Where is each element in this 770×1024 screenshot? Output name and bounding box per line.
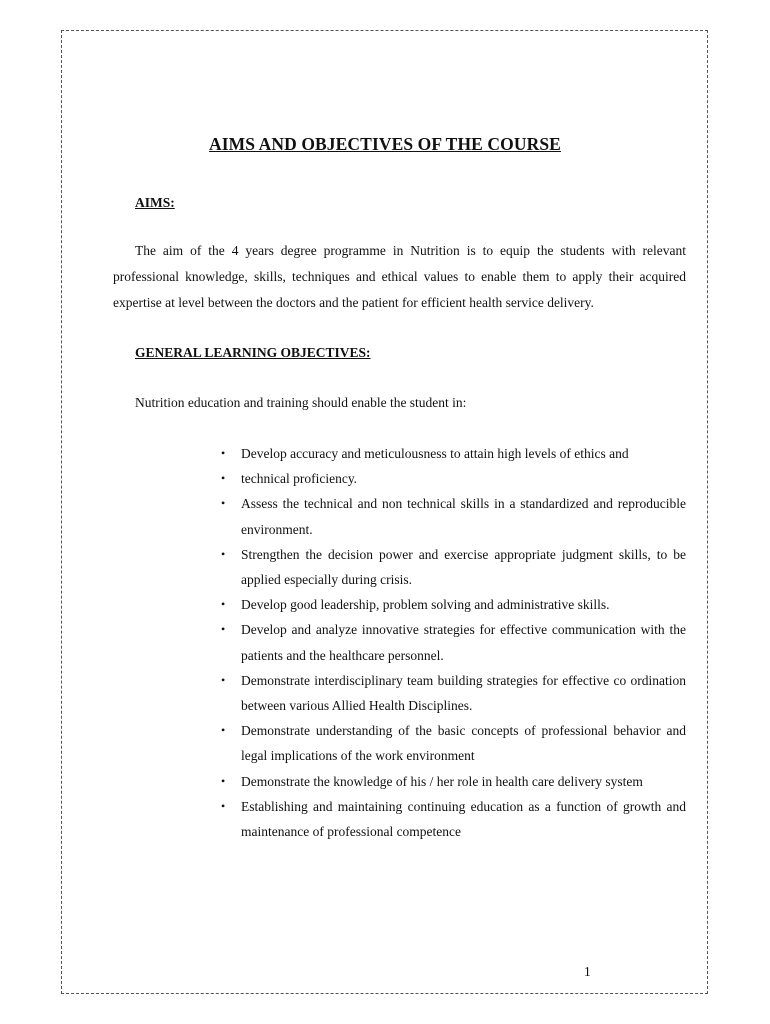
list-item [221,441,686,466]
bullet-icon: • [221,672,226,687]
objectives-intro: Nutrition education and training should enable the student in: [135,395,467,410]
bullet-icon: • [221,546,226,561]
list-item-text: technical proficiency. [241,471,358,487]
list-item-text: Establishing and maintaining continuing education as a function of growth and maintenance of professional competence [241,798,686,840]
list-item [221,491,686,541]
list-item [221,769,686,794]
list-item-text: Develop good leadership, problem solving and administrative skills. [241,597,610,613]
bullet-icon: • [221,597,226,612]
list-item [221,542,686,592]
list-item-text: Strengthen the decision power and exercise appropriate judgment skills, to be applied especially during crisis. [241,546,686,588]
list-item [221,794,686,844]
list-item [221,718,686,768]
bullet-icon: • [221,798,226,813]
bullet-icon: • [221,773,226,788]
bullet-icon: • [221,471,226,486]
aims-heading: AIMS: [135,195,175,210]
page-title: AIMS AND OBJECTIVES OF THE COURSE [209,134,561,154]
bullet-icon: • [221,446,226,460]
bullet-icon: • [221,496,226,511]
list-item-text: Demonstrate the knowledge of his / her role in health care delivery system [241,773,643,789]
list-item-text: Demonstrate understanding of the basic concepts of professional behavior and legal implications of the work environment [241,723,686,764]
list-item [221,592,686,617]
bullet-icon: • [221,723,226,738]
bullet-icon: • [221,622,226,637]
list-item-text: Develop accuracy and meticulousness to attain high levels of ethics and [241,446,629,461]
page-number: 1 [584,964,591,979]
list-item-text: Assess the technical and non technical skills in a standardized and reproducible environment. [241,496,686,537]
aims-paragraph: The aim of the 4 years degree programme in Nutrition is to equip the students with relevant professional knowledge, skills, techniques and ethical values to enable them to apply their acquired expertise at level between the doctors and the patient for efficient health service delivery. [113,243,686,310]
objectives-heading: GENERAL LEARNING OBJECTIVES: [135,345,371,360]
list-item-text: Demonstrate interdisciplinary team building strategies for effective co ordination between various Allied Health Disciplines. [241,672,686,714]
list-item [221,617,686,667]
list-item [221,466,686,491]
objectives-list [221,441,686,844]
list-item [221,668,686,718]
list-item-text: Develop and analyze innovative strategies for effective communication with the patients and the healthcare personnel. [241,622,686,663]
